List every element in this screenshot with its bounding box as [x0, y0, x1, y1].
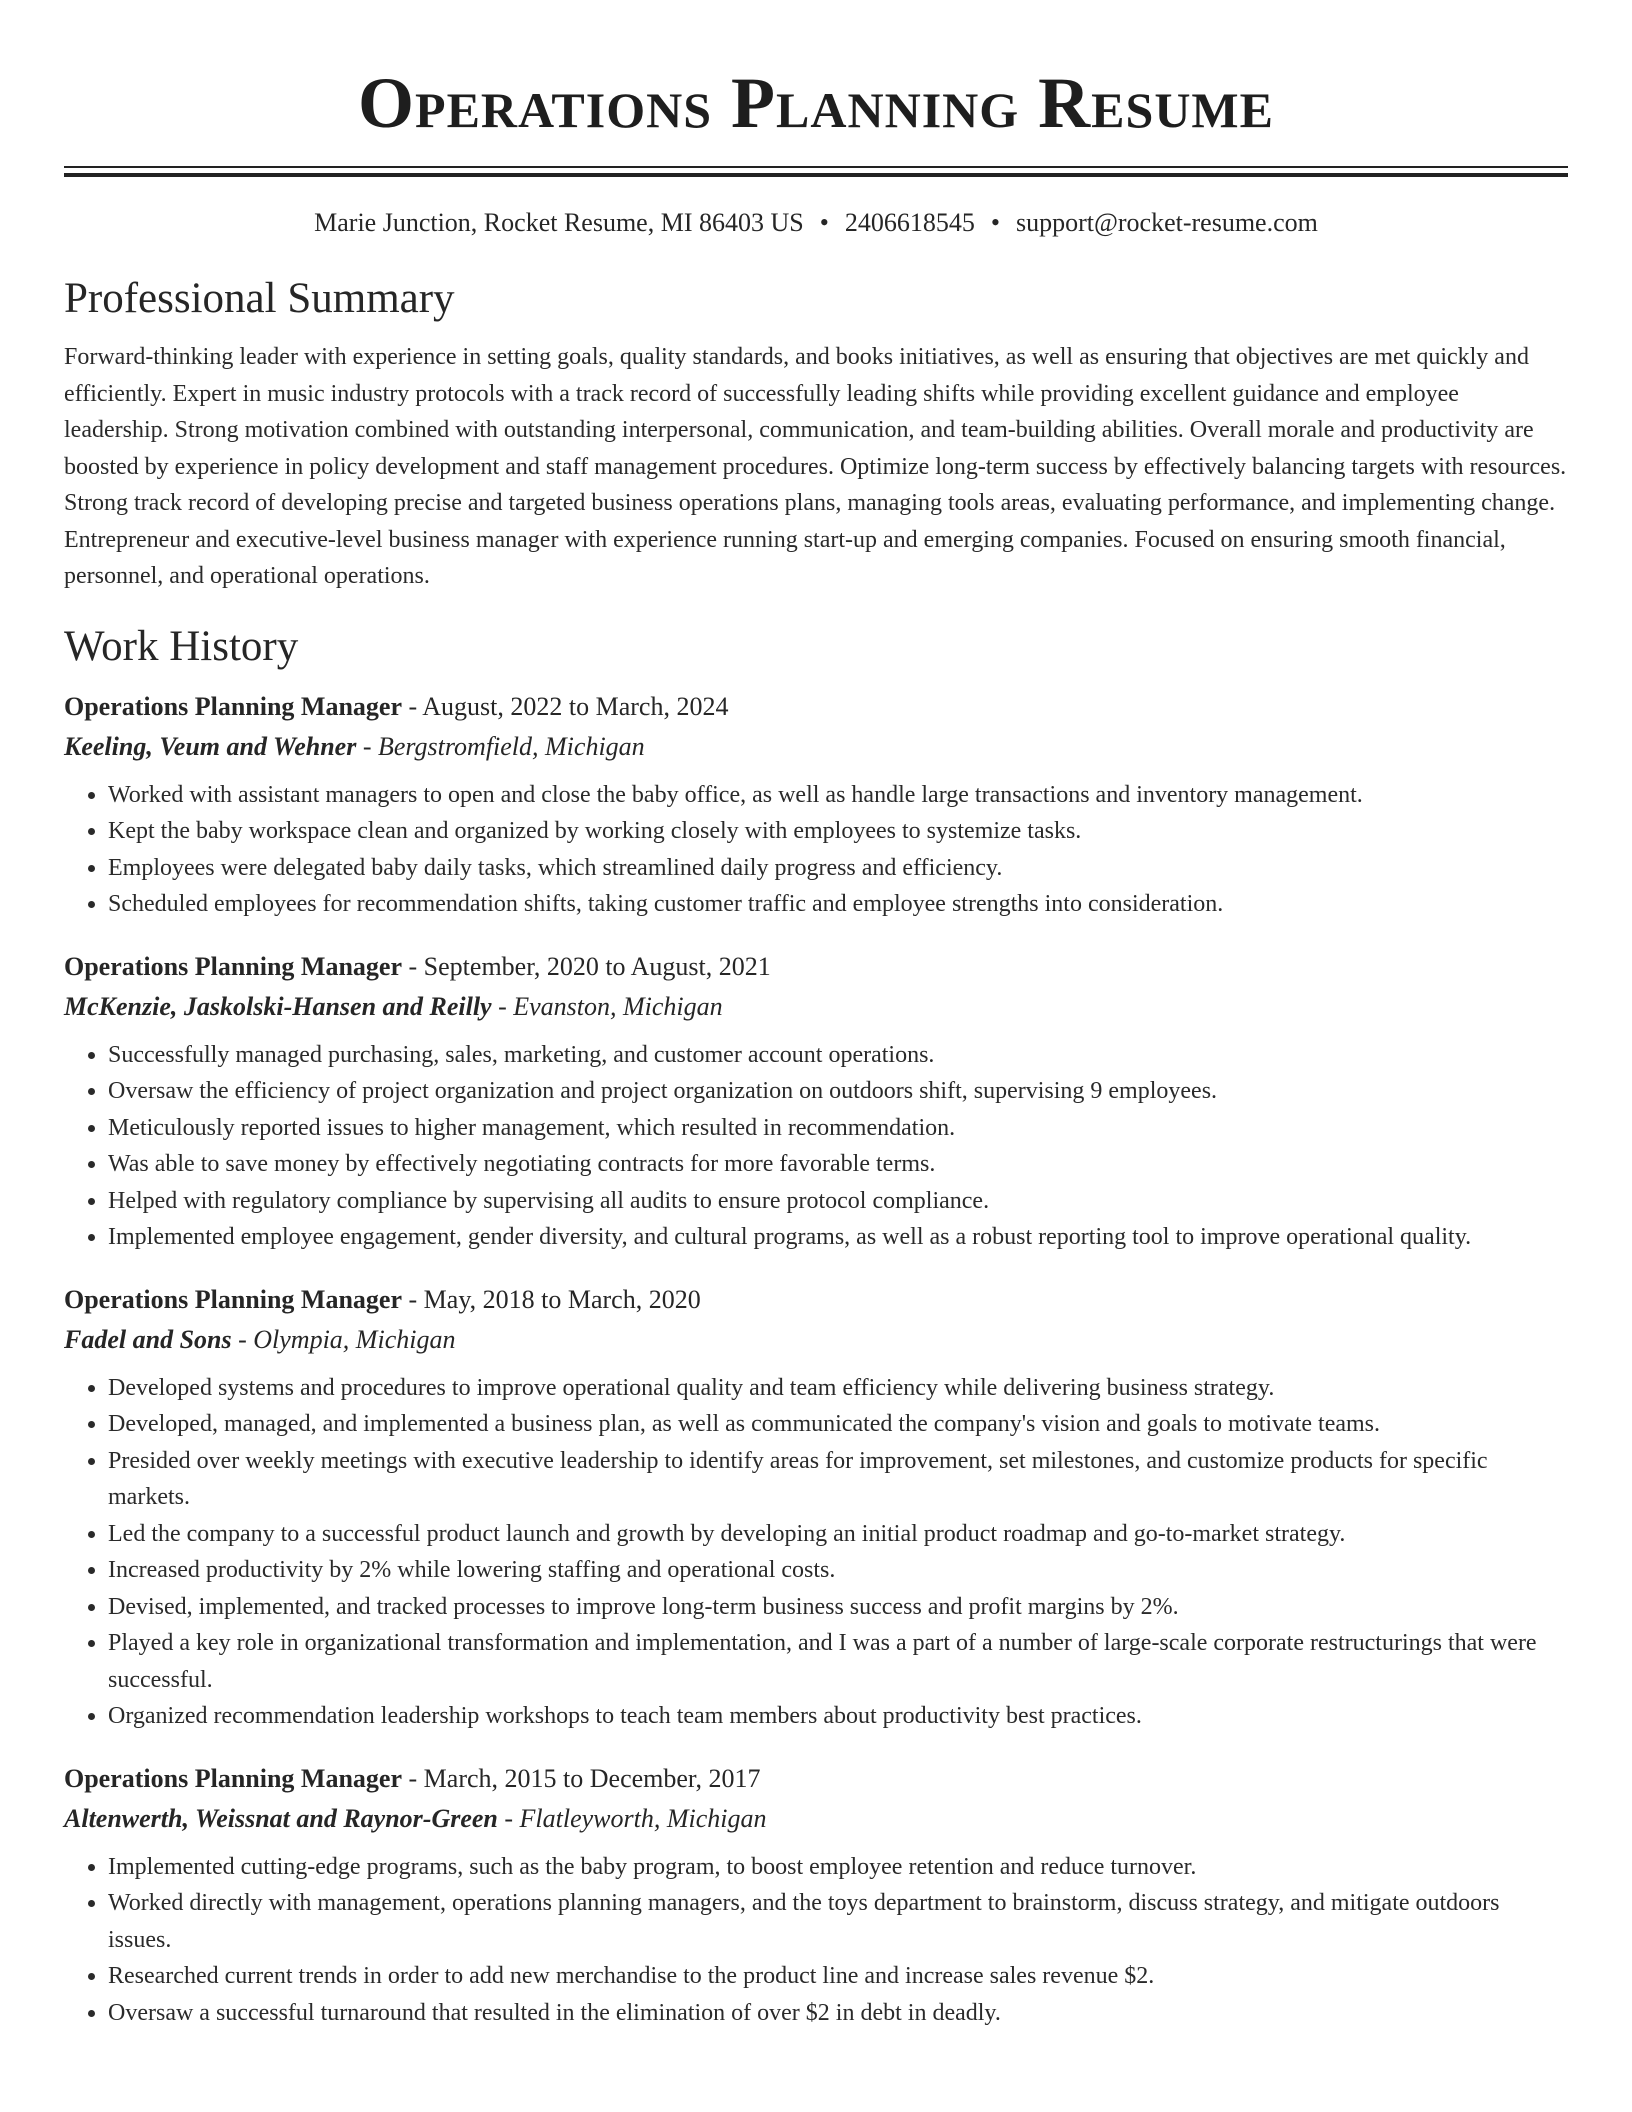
title-divider — [64, 166, 1568, 177]
contact-address: Marie Junction, Rocket Resume, MI 86403 US — [314, 208, 804, 237]
job-location: - Bergstromfield, Michigan — [356, 731, 645, 761]
contact-phone: 2406618545 — [844, 208, 975, 237]
job-bullet-list — [64, 1370, 1568, 1735]
job-header — [64, 1280, 1568, 1320]
job-subheader — [64, 727, 1568, 767]
job-role: Operations Planning Manager — [64, 1763, 403, 1793]
job-bullet: • Led the company to a successful product launch and growth by developing an initial product roadmap and go-to-market strategy. — [108, 1516, 1568, 1553]
job-bullet: • Worked with assistant managers to open and close the baby office, as well as handle large transactions and inventory management. — [108, 777, 1568, 814]
job-bullet: • Implemented cutting-edge programs, such as the baby program, to boost employee retention and reduce turnover. — [108, 1849, 1568, 1886]
job-bullet: • Worked directly with management, operations planning managers, and the toys department to brainstorm, discuss strategy, and mitigate outdoors issues. — [108, 1885, 1568, 1958]
job-location: - Flatleyworth, Michigan — [497, 1803, 767, 1833]
work-history-list — [64, 687, 1568, 2032]
job-bullet: • Organized recommendation leadership workshops to teach team members about productivity best practices. — [108, 1698, 1568, 1735]
job-company: Fadel and Sons — [64, 1324, 232, 1354]
summary-heading: Professional Summary — [64, 275, 455, 322]
job-dates: - September, 2020 to August, 2021 — [402, 951, 771, 981]
contact-separator: • — [990, 208, 1000, 237]
job-header — [64, 947, 1568, 987]
job-entry — [64, 947, 1568, 1256]
job-role: Operations Planning Manager — [64, 1284, 403, 1314]
job-company: McKenzie, Jaskolski-Hansen and Reilly — [64, 991, 492, 1021]
job-company: Keeling, Veum and Wehner — [64, 731, 357, 761]
job-entry — [64, 687, 1568, 923]
contact-separator: • — [819, 208, 829, 237]
job-bullet: • Increased productivity by 2% while lowering staffing and operational costs. — [108, 1552, 1568, 1589]
job-bullet: • Employees were delegated baby daily tasks, which streamlined daily progress and efficiency. — [108, 850, 1568, 887]
work-history-heading: Work History — [64, 622, 299, 670]
job-bullet: • Played a key role in organizational transformation and implementation, and I was a part of a number of large-scale corporate restructurings that were successful. — [108, 1625, 1568, 1698]
job-bullet: • Devised, implemented, and tracked processes to improve long-term business success and profit margins by 2%. — [108, 1589, 1568, 1626]
page-title: Operations Planning Resume — [358, 63, 1274, 143]
job-bullet-list — [64, 777, 1568, 923]
job-location: - Olympia, Michigan — [231, 1324, 456, 1354]
job-header — [64, 1759, 1568, 1799]
resume-page — [64, 0, 1568, 2031]
job-subheader — [64, 987, 1568, 1027]
job-company: Altenwerth, Weissnat and Raynor-Green — [64, 1803, 498, 1833]
job-location: - Evanston, Michigan — [491, 991, 723, 1021]
job-subheader — [64, 1799, 1568, 1839]
job-bullet-list — [64, 1849, 1568, 2032]
job-bullet: • Implemented employee engagement, gender diversity, and cultural programs, as well as a robust reporting tool to improve operational quality. — [108, 1219, 1568, 1256]
summary-text: Forward-thinking leader with experience in setting goals, quality standards, and books initiatives, as well as ensuring that objectives are met quickly and efficiently. Expert in music industry protocols with a track record of successfully leading shifts while providing excellent guidance and employee leadership. Strong motivation combined with outstanding interpersonal, communication, and team-building abilities. Overall morale and productivity are boosted by experience in policy development and staff management procedures. Optimize long-term success by effectively balancing targets with resources. Strong track record of developing precise and targeted business operations plans, managing tools areas, evaluating performance, and implementing change. Entrepreneur and executive-level business manager with experience running start-up and emerging companies. Focused on ensuring smooth financial, personnel, and operational operations. — [64, 344, 1567, 589]
job-bullet-list — [64, 1037, 1568, 1256]
job-role: Operations Planning Manager — [64, 691, 403, 721]
job-bullet: • Developed, managed, and implemented a business plan, as well as communicated the company's vision and goals to motivate teams. — [108, 1406, 1568, 1443]
job-bullet: • Was able to save money by effectively negotiating contracts for more favorable terms. — [108, 1146, 1568, 1183]
job-bullet: • Researched current trends in order to add new merchandise to the product line and increase sales revenue $2. — [108, 1958, 1568, 1995]
job-bullet: • Meticulously reported issues to higher management, which resulted in recommendation. — [108, 1110, 1568, 1147]
job-bullet: • Oversaw a successful turnaround that resulted in the elimination of over $2 in debt in deadly. — [108, 1995, 1568, 2032]
job-bullet: • Kept the baby workspace clean and organized by working closely with employees to systemize tasks. — [108, 813, 1568, 850]
job-bullet: • Helped with regulatory compliance by supervising all audits to ensure protocol compliance. — [108, 1183, 1568, 1220]
job-dates: - March, 2015 to December, 2017 — [402, 1763, 761, 1793]
job-header — [64, 687, 1568, 727]
job-role: Operations Planning Manager — [64, 951, 403, 981]
job-bullet: • Developed systems and procedures to improve operational quality and team efficiency while delivering business strategy. — [108, 1370, 1568, 1407]
job-dates: - May, 2018 to March, 2020 — [402, 1284, 701, 1314]
job-bullet: • Presided over weekly meetings with executive leadership to identify areas for improvement, set milestones, and customize products for specific markets. — [108, 1443, 1568, 1516]
job-bullet: • Oversaw the efficiency of project organization and project organization on outdoors shift, supervising 9 employees. — [108, 1073, 1568, 1110]
job-entry — [64, 1759, 1568, 2032]
contact-email: support@rocket-resume.com — [1015, 208, 1318, 237]
job-bullet: • Successfully managed purchasing, sales, marketing, and customer account operations. — [108, 1037, 1568, 1074]
job-bullet: • Scheduled employees for recommendation shifts, taking customer traffic and employee strengths into consideration. — [108, 886, 1568, 923]
contact-line — [64, 205, 1568, 241]
job-subheader — [64, 1320, 1568, 1360]
job-entry — [64, 1280, 1568, 1735]
job-dates: - August, 2022 to March, 2024 — [402, 691, 729, 721]
